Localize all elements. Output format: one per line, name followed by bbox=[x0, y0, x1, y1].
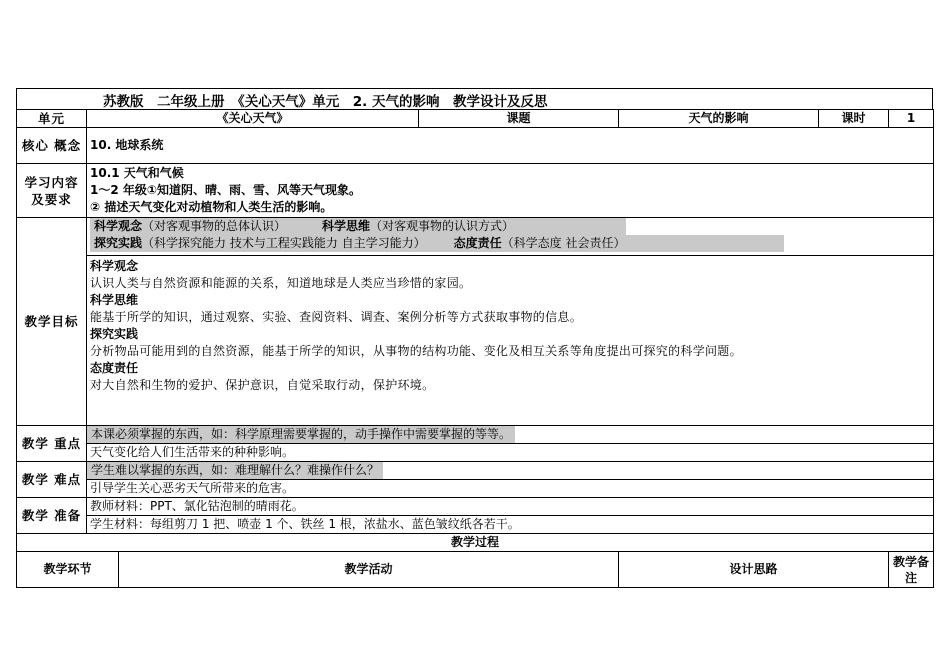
goal-text: 能基于所学的知识，通过观察、实验、查阅资料、调查、案例分析等方式获取事物的信息。 bbox=[90, 310, 583, 324]
key-points-row bbox=[17, 444, 934, 462]
document-title: 苏教版 二年级上册 《关心天气》单元 2. 天气的影响 教学设计及反思 bbox=[103, 94, 548, 110]
goal-heading: 探究实践 bbox=[90, 327, 139, 341]
goals-bands-row bbox=[17, 218, 934, 256]
process-col-activity: 教学活动 bbox=[119, 552, 619, 588]
difficult-points-row bbox=[17, 480, 934, 498]
core-concept-row bbox=[17, 128, 934, 164]
difficult-points-label: 教学 难点 bbox=[17, 462, 87, 498]
key-points-hint: 本课必须掌握的东西，如：科学原理需要掌握的，动手操作中需要掌握的等等。 bbox=[87, 426, 515, 443]
key-points-label: 教学 重点 bbox=[17, 426, 87, 462]
requirement-line: ② 描述天气变化对动植物和人类生活的影响。 bbox=[90, 200, 333, 214]
goal-text: 认识人类与自然资源和能源的关系，知道地球是人类应当珍惜的家园。 bbox=[90, 276, 472, 290]
process-title-row bbox=[17, 534, 934, 552]
preparation-teacher-row bbox=[17, 498, 934, 516]
learning-requirements-content bbox=[87, 164, 934, 218]
key-points-value: 天气变化给人们生活带来的种种影响。 bbox=[87, 444, 934, 462]
band-concept-heading: 科学观念 bbox=[94, 219, 143, 233]
header-row bbox=[17, 110, 934, 128]
process-col-notes: 教学备注 bbox=[889, 552, 934, 588]
topic-label: 课题 bbox=[419, 110, 619, 128]
goal-text: 分析物品可能用到的自然资源，能基于所学的知识，从事物的结构功能、变化及相互关系等角度提出可探究的科学问题。 bbox=[90, 344, 742, 358]
learning-requirements-label: 学习内容及要求 bbox=[17, 164, 87, 218]
band-concept-text: （对客观事物的总体认识） bbox=[142, 219, 287, 233]
band-practice-heading: 探究实践 bbox=[94, 236, 143, 250]
goals-details-row bbox=[17, 256, 934, 426]
core-concept-label: 核心 概念 bbox=[17, 128, 87, 164]
process-title: 教学过程 bbox=[17, 534, 934, 552]
hours-value: 1 bbox=[889, 110, 934, 128]
key-points-hint-cell bbox=[87, 426, 934, 444]
band-attitude-heading: 态度责任 bbox=[453, 236, 502, 250]
goals-band-2 bbox=[90, 235, 930, 252]
difficult-points-hint-cell bbox=[87, 462, 934, 480]
preparation-teacher: 教师材料：PPT、氯化钴泡制的晴雨花。 bbox=[87, 498, 934, 516]
preparation-student: 学生材料：每组剪刀 1 把、喷壶 1 个、铁丝 1 根，浓盐水、蓝色皱纹纸各若干。 bbox=[87, 516, 934, 534]
process-col-design: 设计思路 bbox=[619, 552, 889, 588]
goal-text: 对大自然和生物的爱护、保护意识，自觉采取行动，保护环境。 bbox=[90, 378, 435, 392]
teaching-goals-label: 教学目标 bbox=[17, 218, 87, 426]
hours-label: 课时 bbox=[819, 110, 889, 128]
goal-heading: 科学思维 bbox=[90, 293, 139, 307]
learning-requirements-row bbox=[17, 164, 934, 218]
unit-value: 《关心天气》 bbox=[87, 110, 419, 128]
requirement-line: 10.1 天气和气候 bbox=[90, 166, 184, 180]
lesson-plan-document bbox=[16, 88, 933, 588]
goal-heading: 科学观念 bbox=[90, 259, 139, 273]
band-thinking-heading: 科学思维 bbox=[322, 219, 371, 233]
difficult-points-hint: 学生难以掌握的东西，如：难理解什么？难操作什么？ bbox=[87, 462, 383, 479]
band-thinking-text: （对客观事物的认识方式） bbox=[370, 219, 515, 233]
goals-bands bbox=[87, 218, 934, 256]
requirement-line: 1～2 年级①知道阴、晴、雨、雪、风等天气现象。 bbox=[90, 183, 362, 197]
process-columns-row bbox=[17, 552, 934, 588]
difficult-points-hint-row bbox=[17, 462, 934, 480]
title-row bbox=[16, 88, 933, 109]
core-concept-value: 10. 地球系统 bbox=[87, 128, 934, 164]
key-points-hint-row bbox=[17, 426, 934, 444]
preparation-student-row bbox=[17, 516, 934, 534]
band-practice-text: （科学探究能力 技术与工程实践能力 自主学习能力） bbox=[142, 236, 426, 250]
difficult-points-value: 引导学生关心恶劣天气所带来的危害。 bbox=[87, 480, 934, 498]
goals-band-1 bbox=[90, 218, 930, 235]
band-attitude-text: （科学态度 社会责任） bbox=[501, 236, 626, 250]
process-col-stage: 教学环节 bbox=[17, 552, 119, 588]
goals-details bbox=[87, 256, 934, 426]
lesson-plan-table bbox=[16, 109, 934, 588]
preparation-label: 教学 准备 bbox=[17, 498, 87, 534]
unit-label: 单元 bbox=[17, 110, 87, 128]
topic-value: 天气的影响 bbox=[619, 110, 819, 128]
goal-heading: 态度责任 bbox=[90, 361, 139, 375]
